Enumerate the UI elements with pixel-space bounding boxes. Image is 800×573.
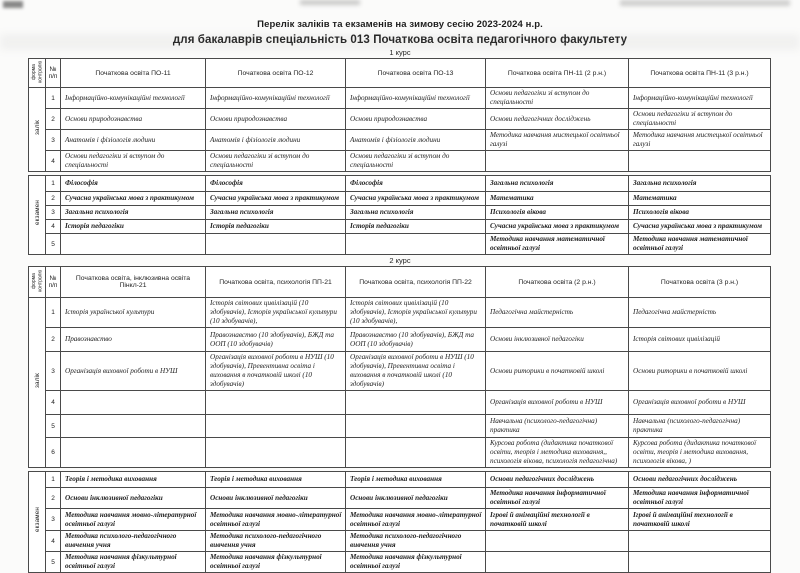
subject-cell: Методика навчання фізкультурної освітньої галузі [346,552,486,573]
row-number: 3 [46,206,61,220]
row-number: 4 [46,151,61,172]
subject-cell: Інформаційно-комунікаційні технології [629,88,771,109]
subject-cell: Основи інклюзивної педагогіки [61,488,206,509]
subject-cell: Педагогічна майстерність [629,298,771,328]
num-header: № п/п [46,267,61,298]
group-column-header: Початкова освіта, інклюзивна освіта Пінкл-21 [61,267,206,298]
subject-cell: Правознавство [61,328,206,352]
subject-cell [61,438,206,468]
subject-cell: Основи педагогіки зі вступом до спеціальності [61,151,206,172]
group-column-header: Початкова освіта, психологія ПП-22 [346,267,486,298]
subject-cell: Психологія вікова [486,206,629,220]
course-2-label: 2 курс [389,256,411,266]
subject-cell: Методика навчання мовно-літературної освітньої галузі [61,509,206,531]
row-number: 4 [46,531,61,552]
row-number: 1 [46,88,61,109]
subject-cell: Загальна психологія [206,206,346,220]
subject-cell: Математика [486,192,629,206]
subject-cell: Історія світових цивілізацій (10 здобувачів), Історія української культури (10 здобувачів), [346,298,486,328]
subject-cell: Загальна психологія [486,176,629,192]
subject-cell [486,552,629,573]
subject-cell: Загальна психологія [346,206,486,220]
course1-ekzamen-table [28,175,771,255]
subject-cell: Основи інклюзивної педагогіки [206,488,346,509]
subject-cell: Педагогічна майстерність [486,298,629,328]
document-header [0,0,800,47]
subject-cell [61,415,206,438]
subject-cell: Ігрові й анімаційні технології в початковій школі [629,509,771,531]
group-column-header: Початкова освіта ПН-11 (2 р.н.) [486,59,629,88]
row-number: 2 [46,488,61,509]
subject-cell: Історія світових цивілізацій [629,328,771,352]
subject-cell [206,391,346,415]
subject-cell: Теорія і методика виховання [61,472,206,488]
subject-cell [206,415,346,438]
subject-cell [346,438,486,468]
subject-cell: Психологія вікова [629,206,771,220]
group-column-header: Початкова освіта (3 р.н.) [629,267,771,298]
subject-cell: Теорія і методика виховання [206,472,346,488]
subject-cell: Сучасна українська мова з практикумом [629,220,771,234]
course1-zalik-table [28,58,771,172]
subject-cell: Організація виховної роботи в НУШ (10 здобувачів), Превентивна освіта і виховання в початковій школі (10 здобувачів) [206,352,346,391]
subject-cell: Основи педагогічних досліджень [486,109,629,130]
subject-cell [486,531,629,552]
subject-cell: Інформаційно-комунікаційні технології [206,88,346,109]
zalik-group-label: залік [29,298,46,468]
subject-cell: Філософія [61,176,206,192]
num-header: № п/п [46,59,61,88]
group-column-header: Початкова освіта ПН-11 (3 р.н.) [629,59,771,88]
subject-cell: Методика навчання інформатичної освітньої галузі [486,488,629,509]
group-column-header: Початкова освіта, психологія ПП-21 [206,267,346,298]
subject-cell: Основи педагогіки зі вступом до спеціальності [629,109,771,130]
subject-cell: Організація виховної роботи в НУШ [629,391,771,415]
subject-cell: Сучасна українська мова з практикумом [206,192,346,206]
subject-cell: Методика навчання мовно-літературної освітньої галузі [346,509,486,531]
row-number: 2 [46,328,61,352]
subject-cell: Ігрові й анімаційні технології в початковій школі [486,509,629,531]
subject-cell: Методика навчання математичної освітньої галузі [486,234,629,255]
subject-cell [346,234,486,255]
subject-cell: Сучасна українська мова з практикумом [486,220,629,234]
subject-cell: Методика навчання мовно-літературної освітньої галузі [206,509,346,531]
subject-cell: Методика психолого-педагогічного вивчення учня [346,531,486,552]
subject-cell: Методика навчання математичної освітньої галузі [629,234,771,255]
subject-cell: Сучасна українська мова з практикумом [61,192,206,206]
subject-cell: Філософія [346,176,486,192]
subject-cell: Методика навчання мистецької освітньої галузі [629,130,771,151]
row-number: 4 [46,391,61,415]
subject-cell: Анатомія і фізіологія людини [61,130,206,151]
subject-cell: Основи інклюзивної педагогіки [346,488,486,509]
subject-cell [346,391,486,415]
subject-cell: Історія світових цивілізацій (10 здобувачів), Історія української культури (10 здобувачів), [206,298,346,328]
group-column-header: Початкова освіта (2 р.н.) [486,267,629,298]
course-1-label: 1 курс [389,48,411,58]
document-title: Перелік заліків та екзаменів на зимову сесію 2023-2024 н.р. [257,19,543,30]
subject-cell: Теорія і методика виховання [346,472,486,488]
subject-cell: Філософія [206,176,346,192]
subject-cell: Методика психолого-педагогічного вивчення учня [206,531,346,552]
subject-cell: Організація виховної роботи в НУШ (10 здобувачів), Превентивна освіта і виховання в початковій школі (10 здобувачів) [346,352,486,391]
subject-cell [61,391,206,415]
subject-cell [629,151,771,172]
row-number: 5 [46,234,61,255]
subject-cell: Основи природознавства [346,109,486,130]
subject-cell: Організація виховної роботи в НУШ [486,391,629,415]
form-of-control-header: форма контролю [29,267,46,298]
subject-cell: Основи педагогічних досліджень [486,472,629,488]
subject-cell: Основи інклюзивної педагогіки [486,328,629,352]
row-number: 3 [46,130,61,151]
subject-cell: Історія педагогіки [206,220,346,234]
row-number: 1 [46,298,61,328]
row-number: 3 [46,352,61,391]
subject-cell: Курсова робота (дидактика початкової освіти, теорія і методика виховання,, психологія вікова, психологія педагогічна) [486,438,629,468]
subject-cell [206,438,346,468]
subject-cell: Анатомія і фізіологія людини [206,130,346,151]
subject-cell [61,234,206,255]
subject-cell: Основи педагогічних досліджень [629,472,771,488]
subject-cell [486,151,629,172]
subject-cell: Методика навчання інформатичної освітньої галузі [629,488,771,509]
subject-cell: Анатомія і фізіологія людини [346,130,486,151]
subject-cell: Організація виховної роботи в НУШ [61,352,206,391]
subject-cell: Правознавство (10 здобувачів), БЖД та ООП (10 здобувачів) [346,328,486,352]
subject-cell: Сучасна українська мова з практикумом [346,192,486,206]
subject-cell: Інформаційно-комунікаційні технології [346,88,486,109]
subject-cell: Історія педагогіки [61,220,206,234]
subject-cell: Основи педагогіки зі вступом до спеціальності [206,151,346,172]
subject-cell: Методика навчання фізкультурної освітньої галузі [61,552,206,573]
row-number: 3 [46,509,61,531]
subject-cell: Основи педагогіки зі вступом до спеціальності [486,88,629,109]
subject-cell: Історія української культури [61,298,206,328]
subject-cell: Навчальна (психолого-педагогічна) практика [629,415,771,438]
row-number: 2 [46,192,61,206]
row-number: 5 [46,552,61,573]
subject-cell: Основи педагогіки зі вступом до спеціальності [346,151,486,172]
subject-cell: Методика навчання мистецької освітньої галузі [486,130,629,151]
subject-cell: Основи риторики в початковій школі [629,352,771,391]
subject-cell [629,552,771,573]
row-number: 6 [46,438,61,468]
group-column-header: Початкова освіта ПО-11 [61,59,206,88]
subject-cell: Загальна психологія [61,206,206,220]
subject-cell [629,531,771,552]
form-of-control-header: форма контролю [29,59,46,88]
group-column-header: Початкова освіта ПО-12 [206,59,346,88]
subject-cell: Методика навчання фізкультурної освітньої галузі [206,552,346,573]
row-number: 1 [46,472,61,488]
row-number: 1 [46,176,61,192]
subject-cell: Математика [629,192,771,206]
course2-zalik-table [28,266,771,468]
ekzamen-group-label: екзамен [29,472,46,573]
subject-cell: Правознавство (10 здобувачів), БЖД та ООП (10 здобувачів) [206,328,346,352]
subject-cell [206,234,346,255]
subject-cell [346,415,486,438]
subject-cell: Навчальна (психолого-педагогічна) практика [486,415,629,438]
zalik-group-label: залік [29,88,46,172]
subject-cell: Курсова робота (дидактика початкової освіти, теорія і методика виховання, психологія вікова, ) [629,438,771,468]
ekzamen-group-label: екзамен [29,176,46,255]
subject-cell: Методика психолого-педагогічного вивчення учня [61,531,206,552]
subject-cell: Основи природознавства [61,109,206,130]
row-number: 2 [46,109,61,130]
subject-cell: Основи природознавства [206,109,346,130]
row-number: 5 [46,415,61,438]
course2-ekzamen-table [28,471,771,573]
document-subtitle: для бакалаврів спеціальність 013 Початкова освіта педагогічного факультету [172,33,628,46]
subject-cell: Інформаційно-комунікаційні технології [61,88,206,109]
subject-cell: Основи риторики в початковій школі [486,352,629,391]
group-column-header: Початкова освіта ПО-13 [346,59,486,88]
row-number: 4 [46,220,61,234]
subject-cell: Історія педагогіки [346,220,486,234]
subject-cell: Загальна психологія [629,176,771,192]
